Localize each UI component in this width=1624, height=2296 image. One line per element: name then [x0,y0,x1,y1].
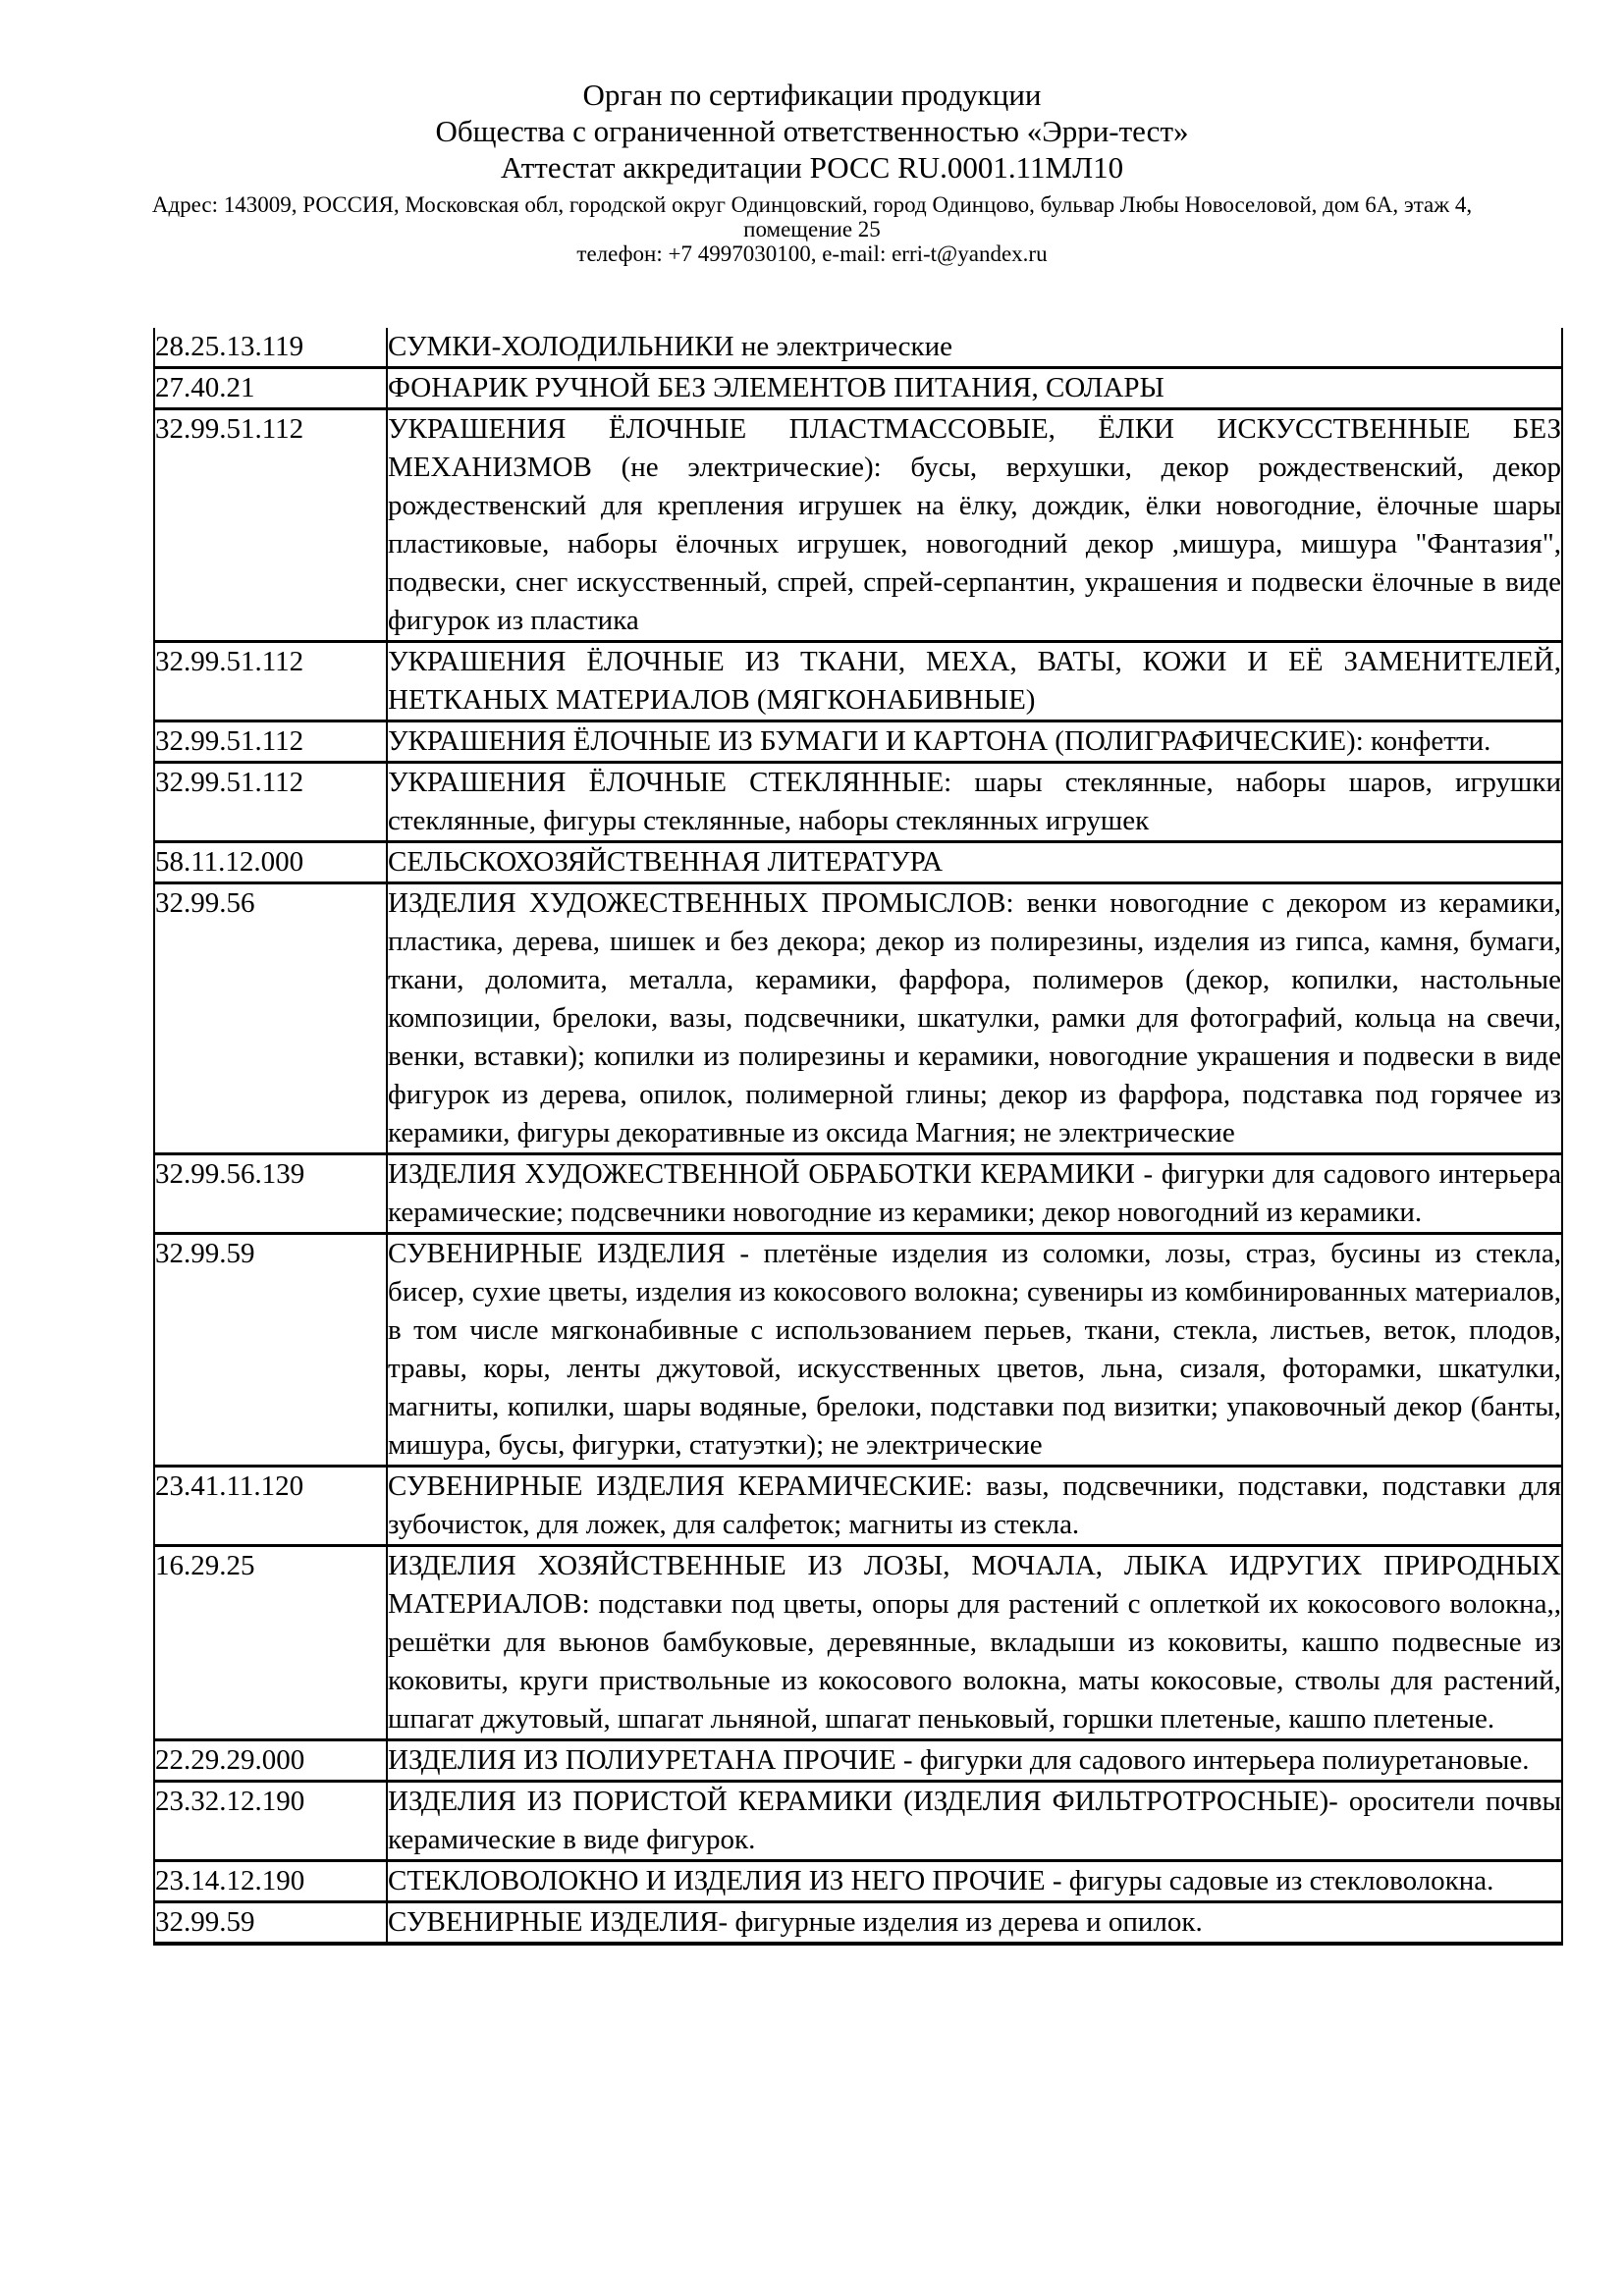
document-header [0,0,1624,266]
description-cell: ИЗДЕЛИЯ ХУДОЖЕСТВЕННЫХ ПРОМЫСЛОВ: венки новогодние с декором из керамики, пластика, дерева, шишек и без декора; декор из полирезины, изделия из гипса, камня, бумаги, ткани, доломита, металла, керамики, фарфора, полимеров (декор, копилки, настольные композиции, брелоки, вазы, подсвечники, шкатулки, рамки для фотографий, кольца на свечи, венки, вставки); копилки из полирезины и керамики, новогодние украшения и подвески в виде фигурок из дерева, опилок, полимерной глины; декор из фарфора, подставка под горячее из керамики, фигуры декоративные из оксида Магния; не электрические [387,883,1562,1154]
code-cell: 28.25.13.119 [154,328,387,368]
table-row [154,1154,1562,1234]
address-line-2: помещение 25 [743,217,881,241]
org-title-line: Орган по сертификации продукции [582,78,1042,112]
code-cell: 32.99.59 [154,1234,387,1467]
table-row [154,1740,1562,1782]
table-row [154,842,1562,883]
table-row [154,883,1562,1154]
table-row [154,763,1562,842]
description-cell: СУМКИ-ХОЛОДИЛЬНИКИ не электрические [387,328,1562,368]
description-cell: СУВЕНИРНЫЕ ИЗДЕЛИЯ - плетёные изделия из соломки, лозы, страз, бусины из стекла, бисер, сухие цветы, изделия из кокосового волокна; сувениры из комбинированных материалов, в том числе мягконабивные с использованием перьев, ткани, стекла, листьев, веток, плодов, травы, коры, ленты джутовой, искусственных цветов, льна, сизаля, фоторамки, шкатулки, магниты, копилки, шары водяные, брелоки, подставки под визитки; упаковочный декор (банты, мишура, бусы, фигурки, статуэтки); не электрические [387,1234,1562,1467]
table-row [154,1902,1562,1945]
code-cell: 32.99.56.139 [154,1154,387,1234]
description-cell: УКРАШЕНИЯ ЁЛОЧНЫЕ ИЗ ТКАНИ, МЕХА, ВАТЫ, КОЖИ И ЕЁ ЗАМЕНИТЕЛЕЙ, НЕТКАНЫХ МАТЕРИАЛОВ (МЯГКОНАБИВНЫЕ) [387,642,1562,721]
code-cell: 23.14.12.190 [154,1861,387,1902]
table-row [154,1546,1562,1740]
table-row [154,642,1562,721]
table-row [154,328,1562,368]
description-cell: ИЗДЕЛИЯ ХУДОЖЕСТВЕННОЙ ОБРАБОТКИ КЕРАМИКИ - фигурки для садового интерьера керамические; подсвечники новогодние из керамики; декор новогодний из керамики. [387,1154,1562,1234]
table-row [154,368,1562,409]
code-cell: 32.99.59 [154,1902,387,1945]
description-cell: ФОНАРИК РУЧНОЙ БЕЗ ЭЛЕМЕНТОВ ПИТАНИЯ, СОЛАРЫ [387,368,1562,409]
description-cell: СЕЛЬСКОХОЗЯЙСТВЕННАЯ ЛИТЕРАТУРА [387,842,1562,883]
code-cell: 23.32.12.190 [154,1782,387,1861]
code-cell: 16.29.25 [154,1546,387,1740]
code-cell: 22.29.29.000 [154,1740,387,1782]
table-row [154,409,1562,642]
description-cell: ИЗДЕЛИЯ ИЗ ПОЛИУРЕТАНА ПРОЧИЕ - фигурки для садового интерьера полиуретановые. [387,1740,1562,1782]
address-line-1: Адрес: 143009, РОССИЯ, Московская обл, городской округ Одинцовский, город Одинцово, бульвар Любы Новоселовой, дом 6А, этаж 4, [151,192,1473,217]
table-row [154,1467,1562,1546]
description-cell: СУВЕНИРНЫЕ ИЗДЕЛИЯ- фигурные изделия из дерева и опилок. [387,1902,1562,1945]
description-cell: УКРАШЕНИЯ ЁЛОЧНЫЕ СТЕКЛЯННЫЕ: шары стеклянные, наборы шаров, игрушки стеклянные, фигуры стеклянные, наборы стеклянных игрушек [387,763,1562,842]
products-table [153,328,1563,1946]
contact-line: телефон: +7 4997030100, e-mail: erri-t@yandex.ru [576,241,1048,266]
table-row [154,1234,1562,1467]
description-cell: УКРАШЕНИЯ ЁЛОЧНЫЕ ПЛАСТМАССОВЫЕ, ЁЛКИ ИСКУССТВЕННЫЕ БЕЗ МЕХАНИЗМОВ (не электрические): бусы, верхушки, декор рождественский, декор рождественский для крепления игрушек на ёлку, дождик, ёлки новогодние, ёлочные шары пластиковые, наборы ёлочных игрушек, новогодний декор ,мишура, мишура "Фантазия", подвески, снег искусственный, спрей, спрей-серпантин, украшения и подвески ёлочные в виде фигурок из пластика [387,409,1562,642]
code-cell: 32.99.51.112 [154,642,387,721]
code-cell: 27.40.21 [154,368,387,409]
table-row [154,1861,1562,1902]
code-cell: 32.99.56 [154,883,387,1154]
code-cell: 23.41.11.120 [154,1467,387,1546]
description-cell: ИЗДЕЛИЯ ИЗ ПОРИСТОЙ КЕРАМИКИ (ИЗДЕЛИЯ ФИЛЬТРОТРОСНЫЕ)- оросители почвы керамические в виде фигурок. [387,1782,1562,1861]
code-cell: 32.99.51.112 [154,763,387,842]
table-row [154,721,1562,763]
code-cell: 32.99.51.112 [154,721,387,763]
accreditation-line: Аттестат аккредитации РОСС RU.0001.11МЛ10 [500,150,1124,185]
description-cell: ИЗДЕЛИЯ ХОЗЯЙСТВЕННЫЕ ИЗ ЛОЗЫ, МОЧАЛА, ЛЫКА ИДРУГИХ ПРИРОДНЫХ МАТЕРИАЛОВ: подставки под цветы, опоры для растений с оплеткой их кокосового волокна,, решётки для вьюнов бамбуковые, деревянные, вкладыши из коковиты, кашпо подвесные из коковиты, круги приствольные из кокосового волокна, маты кокосовые, стволы для растений, шпагат джутовый, шпагат льняной, шпагат пеньковый, горшки плетеные, кашпо плетеные. [387,1546,1562,1740]
description-cell: СТЕКЛОВОЛОКНО И ИЗДЕЛИЯ ИЗ НЕГО ПРОЧИЕ - фигуры садовые из стекловолокна. [387,1861,1562,1902]
org-name-line: Общества с ограниченной ответственностью «Эрри-тест» [435,114,1189,148]
code-cell: 58.11.12.000 [154,842,387,883]
table-row [154,1782,1562,1861]
description-cell: УКРАШЕНИЯ ЁЛОЧНЫЕ ИЗ БУМАГИ И КАРТОНА (ПОЛИГРАФИЧЕСКИЕ): конфетти. [387,721,1562,763]
code-cell: 32.99.51.112 [154,409,387,642]
description-cell: СУВЕНИРНЫЕ ИЗДЕЛИЯ КЕРАМИЧЕСКИЕ: вазы, подсвечники, подставки, подставки для зубочисток, для ложек, для салфеток; магниты из стекла. [387,1467,1562,1546]
